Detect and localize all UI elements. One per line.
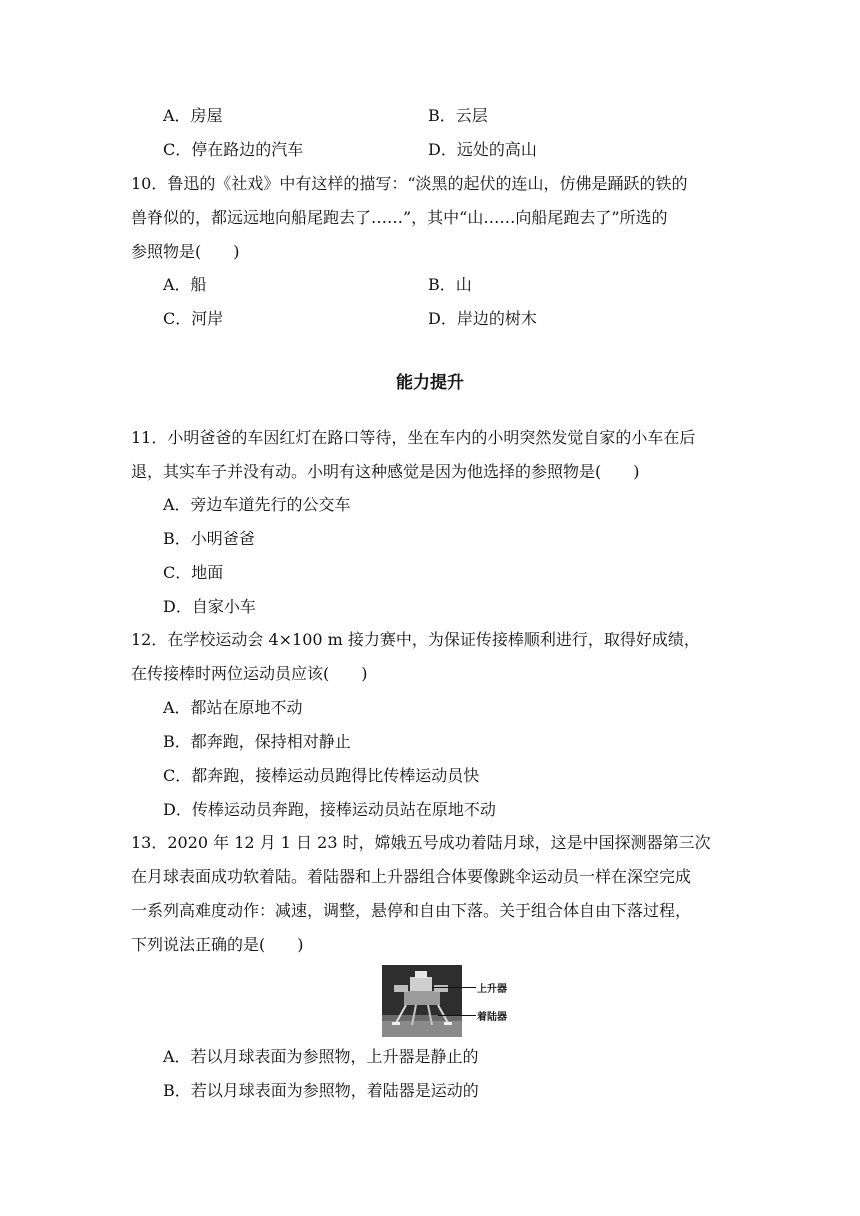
q13-option-b: B．若以月球表面为参照物，着陆器是运动的 — [163, 1081, 479, 1100]
q10-stem-line3: 参照物是( ) — [131, 242, 240, 261]
q12-option-b: B．都奔跑，保持相对静止 — [163, 732, 351, 751]
q10-option-c: C．河岸 — [163, 309, 224, 328]
lander-label: 着陆器 — [477, 1012, 507, 1023]
ascender-label: 上升器 — [477, 984, 507, 995]
q11-option-b: B．小明爸爸 — [163, 529, 255, 548]
q12-stem-line2: 在传接棒时两位运动员应该( ) — [131, 664, 368, 683]
q10-option-b: B．山 — [428, 275, 472, 294]
q11-stem-line2: 退，其实车子并没有动。小明有这种感觉是因为他选择的参照物是( ) — [131, 462, 640, 481]
lander-figure — [382, 965, 517, 1037]
ascender-leader-line — [432, 987, 476, 988]
q13-stem-line4: 下列说法正确的是( ) — [131, 935, 304, 954]
q13-option-a: A．若以月球表面为参照物，上升器是静止的 — [163, 1047, 479, 1066]
section-title: 能力提升 — [396, 373, 464, 393]
q10-option-a: A．船 — [163, 275, 207, 294]
q12-option-d: D．传棒运动员奔跑，接棒运动员站在原地不动 — [163, 800, 496, 819]
q10-option-d: D．岸边的树木 — [428, 309, 537, 328]
q9-option-d: D．远处的高山 — [428, 140, 537, 159]
q12-option-c: C．都奔跑，接棒运动员跑得比传棒运动员快 — [163, 766, 480, 785]
q12-stem-line1: 12．在学校运动会 4×100 m 接力赛中，为保证传接棒顺利进行，取得好成绩， — [131, 630, 700, 649]
lander-illustration — [382, 965, 462, 1037]
q11-option-c: C．地面 — [163, 563, 224, 582]
q11-stem-line1: 11．小明爸爸的车因红灯在路口等待，坐在车内的小明突然发觉自家的小车在后 — [131, 428, 696, 447]
q13-stem-line2: 在月球表面成功软着陆。着陆器和上升器组合体要像跳伞运动员一样在深空完成 — [131, 867, 692, 886]
q13-stem-line3: 一系列高难度动作：减速，调整，悬停和自由下落。关于组合体自由下落过程， — [131, 901, 692, 920]
q10-stem-line1: 10．鲁迅的《社戏》中有这样的描写：“淡黑的起伏的连山，仿佛是踊跃的铁的 — [131, 174, 688, 193]
q13-stem-line1: 13．2020 年 12 月 1 日 23 时，嫦娥五号成功着陆月球，这是中国探测器第三次 — [131, 833, 711, 852]
lander-photo — [382, 965, 462, 1037]
q9-option-b: B．云层 — [428, 106, 488, 125]
q9-option-a: A．房屋 — [163, 106, 223, 125]
q11-option-a: A．旁边车道先行的公交车 — [163, 495, 351, 514]
q12-option-a: A．都站在原地不动 — [163, 698, 303, 717]
q9-option-c: C．停在路边的汽车 — [163, 140, 304, 159]
lander-leader-line — [438, 1015, 476, 1016]
q11-option-d: D．自家小车 — [163, 597, 256, 616]
q10-stem-line2: 兽脊似的，都远远地向船尾跑去了……”，其中“山……向船尾跑去了”所选的 — [131, 208, 668, 227]
